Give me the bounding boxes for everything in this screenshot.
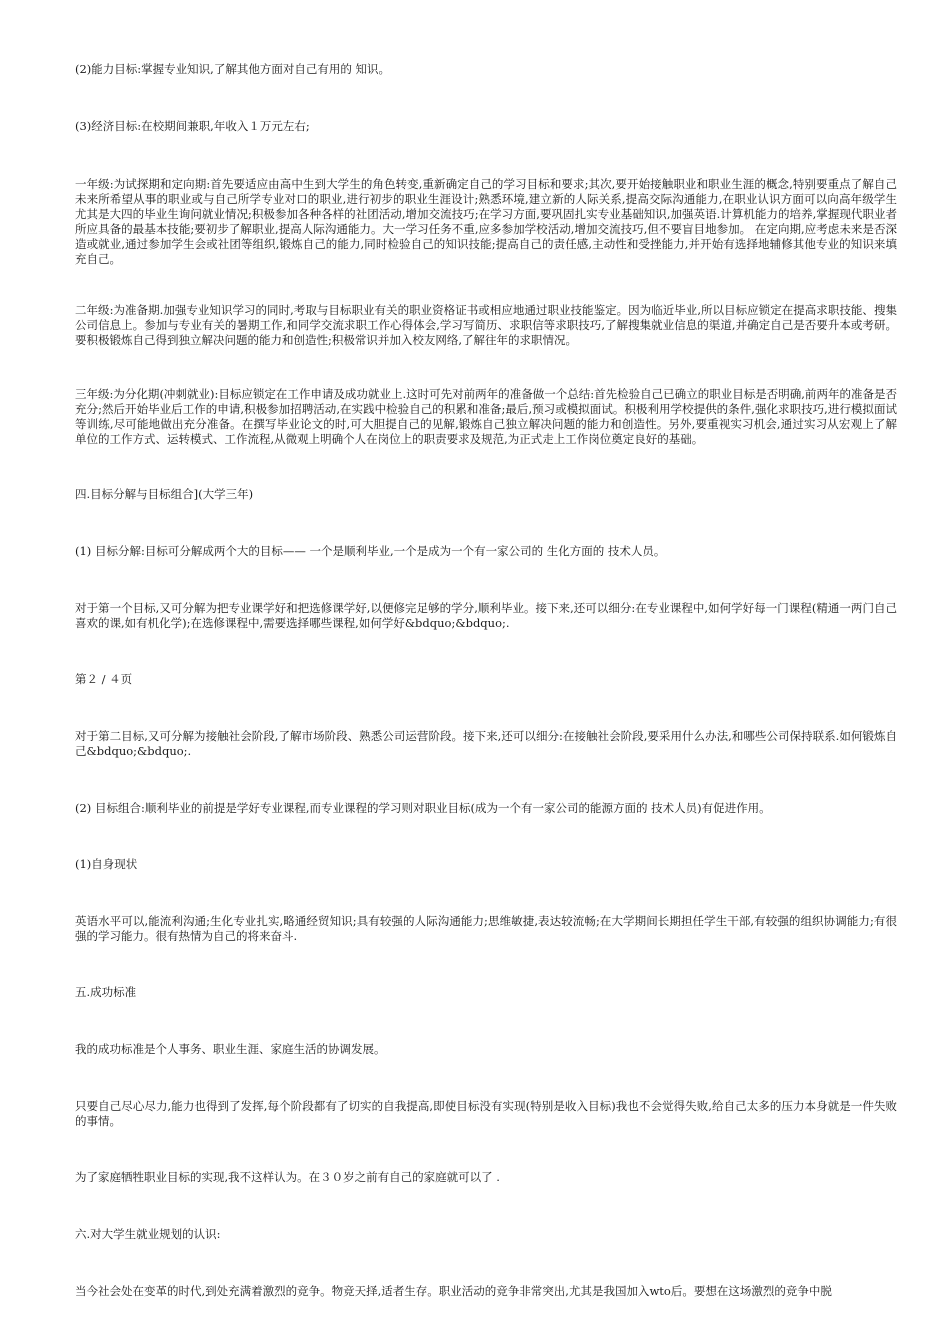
paragraph-effort: 只要自己尽心尽力,能力也得到了发挥,每个阶段都有了切实的自我提高,即使目标没有实现(特别是收入目标)我也不会觉得失败,给自己太多的压力本身就是一件失败的事情。 <box>75 1099 897 1128</box>
section-heading-employment-planning: 六.对大学生就业规划的认识: <box>75 1227 221 1241</box>
paragraph-goal-combination: (2) 目标组合:顺利毕业的前提是学好专业课程,而专业课程的学习则对职业目标(成为一个有一家公司的能源方面的 技术人员)有促进作用。 <box>75 801 771 815</box>
heading-self-status: (1)自身现状 <box>75 857 138 871</box>
paragraph-first-goal: 对于第一个目标,又可分解为把专业课学好和把选修课学好,以便修完足够的学分,顺利毕业。接下来,还可以细分:在专业课程中,如何学好每一门课程(精通一两门自己喜欢的课,如有机化学);在选修课程中,需要选择哪些课程,如何学好&bdquo;&bdquo;. <box>75 601 897 630</box>
paragraph-success-criteria: 我的成功标准是个人事务、职业生涯、家庭生活的协调发展。 <box>75 1042 386 1056</box>
paragraph-year-one: 一年级:为试探期和定向期:首先要适应由高中生到大学生的角色转变,重新确定自己的学习目标和要求;其次,要开始接触职业和职业生涯的概念,特别要重点了解自己未来所希望从事的职业或与自己所学专业对口的职业,进行初步的职业生涯设计;熟悉环境,建立新的人际关系,提高交际沟通能力,在职业认识方面可以向高年级学生尤其是大四的毕业生询问就业情况;积极参加各种各样的社团活动,增加交流技巧;在学习方面,要巩固扎实专业基础知识,加强英语.计算机能力的培养,掌握现代职业者所应具备的最基本技能;要初步了解职业,提高人际沟通能力。大一学习任务不重,应多参加学校活动,增加交流技巧,但不要盲目地参加。 在定向期,应考虑未来是否深造或就业,通过参加学生会或社团等组织,锻炼自己的能力,同时检验自己的知识技能;提高自己的责任感,主动性和受挫能力,并开始有选择地辅修其他专业的知识来填充自己。 <box>75 177 897 266</box>
paragraph-year-two: 二年级:为准备期.加强专业知识学习的同时,考取与目标职业有关的职业资格证书或相应地通过职业技能鉴定。因为临近毕业,所以目标应锁定在提高求职技能、搜集公司信息上。参加与专业有关的暑期工作,和同学交流求职工作心得体会,学习写简历、求职信等求职技巧,了解搜集就业信息的渠道,并确定自己是否要升本或考研。要积极锻炼自己得到独立解决问题的能力和创造性;积极常识并加入校友网络,了解往年的求职情况。 <box>75 303 897 347</box>
paragraph-family: 为了家庭牺牲职业目标的实现,我不这样认为。在３０岁之前有自己的家庭就可以了 . <box>75 1170 500 1184</box>
paragraph-competition: 当今社会处在变革的时代,到处充满着激烈的竞争。物竞天择,适者生存。职业活动的竞争非常突出,尤其是我国加入wto后。要想在这场激烈的竞争中脱 <box>75 1284 832 1298</box>
section-heading-goal-decomposition: 四.目标分解与目标组合](大学三年) <box>75 487 254 501</box>
paragraph-year-three: 三年级:为分化期(冲刺就业):目标应锁定在工作申请及成功就业上.这时可先对前两年的准备做一个总结:首先检验自己已确立的职业目标是否明确,前两年的准备是否充分;然后开始毕业后工作的申请,积极参加招聘活动,在实践中检验自己的积累和准备;最后,预习或模拟面试。积极利用学校提供的条件,强化求职技巧,进行模拟面试等训练,尽可能地做出充分准备。在撰写毕业论文的时,可大胆提自己的见解,锻炼自己独立解决问题的能力和创造性。另外,要重视实习机会,通过实习从宏观上了解单位的工作方式、运转模式、工作流程,从微观上明确个人在岗位上的职责要求及规范,为正式走上工作岗位奠定良好的基础。 <box>75 387 897 446</box>
section-heading-success-criteria: 五.成功标准 <box>75 985 137 999</box>
paragraph-ability-goal: (2)能力目标:掌握专业知识,了解其他方面对自己有用的 知识。 <box>75 62 390 76</box>
paragraph-economic-goal: (3)经济目标:在校期间兼职,年收入１万元左右; <box>75 119 310 133</box>
paragraph-second-goal: 对于第二目标,又可分解为接触社会阶段,了解市场阶段、熟悉公司运营阶段。接下来,还可以细分:在接触社会阶段,要采用什么办法,和哪些公司保持联系.如何锻炼自己&bdquo;&bdquo;. <box>75 729 897 758</box>
page-number: 第２ / ４页 <box>75 672 133 686</box>
paragraph-goal-decomposition: (1) 目标分解:目标可分解成两个大的目标—— 一个是顺利毕业,一个是成为一个有一家公司的 生化方面的 技术人员。 <box>75 544 666 558</box>
paragraph-self-status: 英语水平可以,能流利沟通;生化专业扎实,略通经贸知识;具有较强的人际沟通能力;思维敏捷,表达较流畅;在大学期间长期担任学生干部,有较强的组织协调能力;有很强的学习能力。很有热情为自己的将来奋斗. <box>75 914 897 943</box>
